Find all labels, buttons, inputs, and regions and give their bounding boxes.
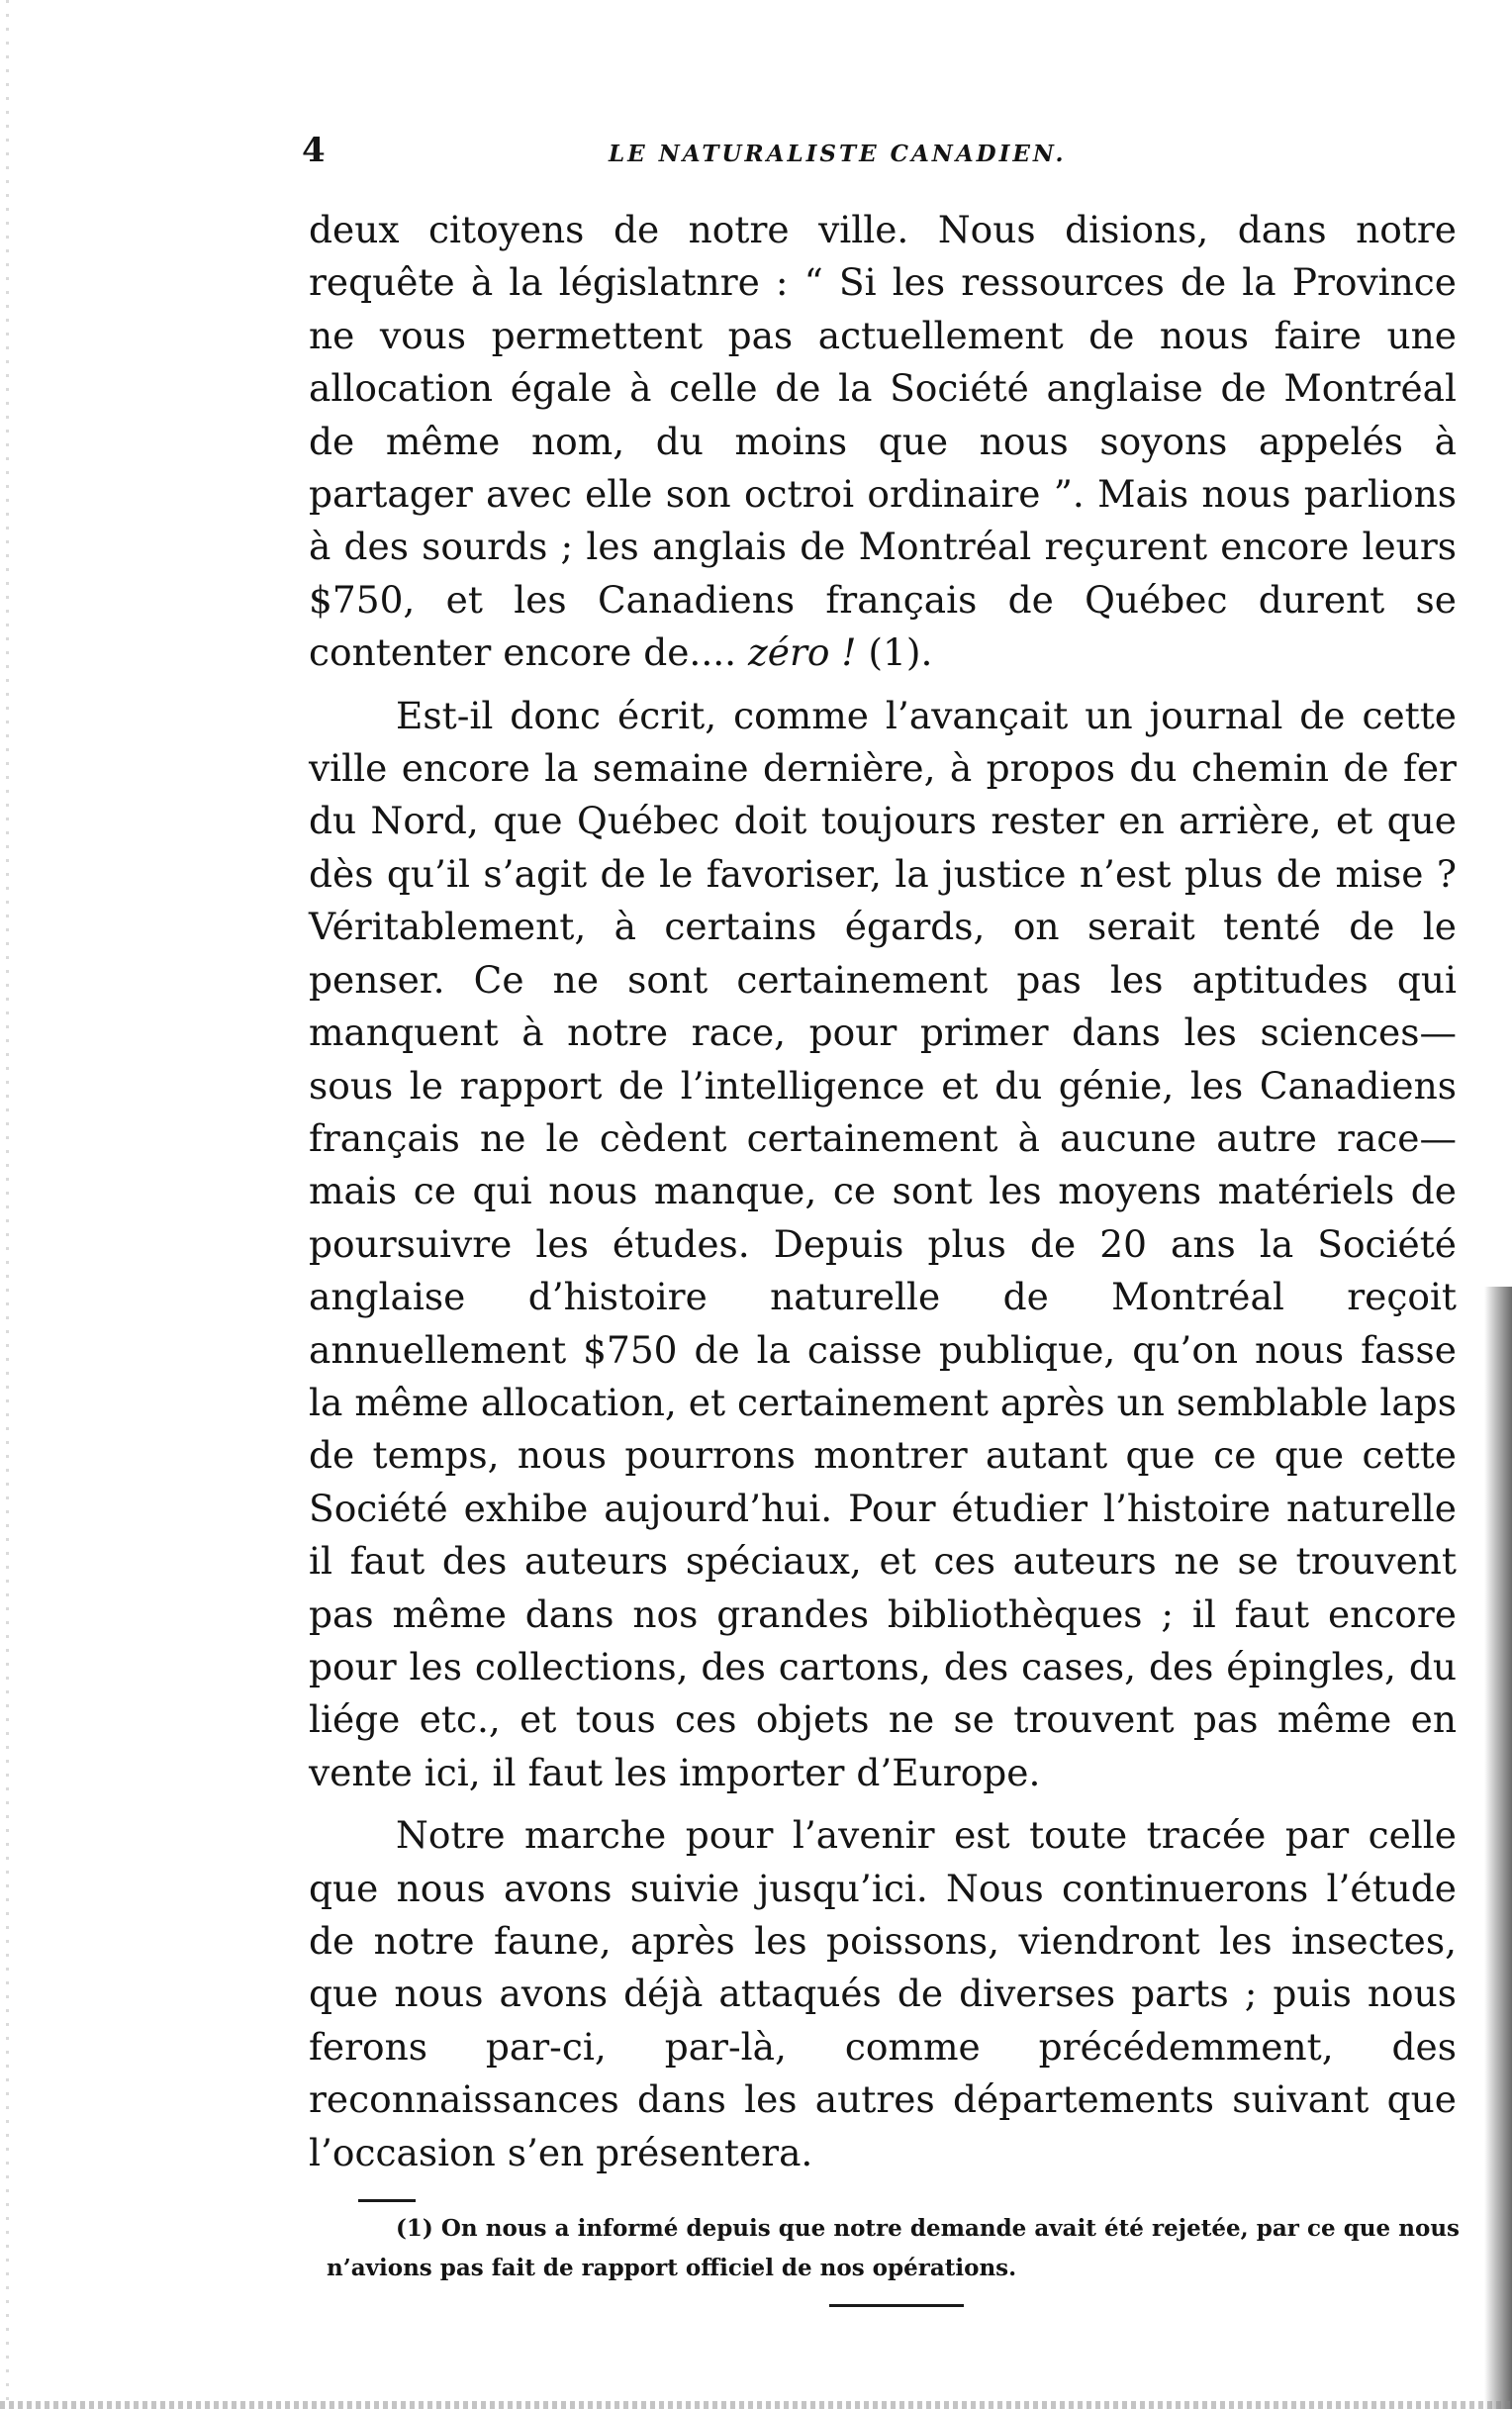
scan-edge-bottom (0, 2401, 1512, 2409)
page-end-rule (829, 2304, 964, 2307)
running-title: LE NATURALISTE CANADIEN. (609, 141, 1067, 167)
scan-edge-right (1484, 1287, 1512, 2409)
paragraph-3: Notre marche pour l’avenir est toute tracée par celle que nous avons suivie jusqu’ici. Nous continuerons l’étude de notre faune, après les poissons, viendront les insectes, que nous avons déjà attaqués de diverses parts ; puis nous ferons par-ci, par-là, comme précédemment, des reconnaissances dans les autres départements suivant que l’occasion s’en présentera. (309, 1813, 1457, 2174)
scan-edge-left (6, 0, 9, 2409)
footnote (327, 2209, 1460, 2288)
paragraph-1-footnote-ref: (1). (856, 630, 933, 675)
paragraph-1-italic: zéro ! (748, 630, 857, 675)
paragraph-1 (309, 204, 1457, 680)
footnote-separator (358, 2199, 416, 2202)
body-text (309, 204, 1457, 2179)
paragraph-1-text: deux citoyens de notre ville. Nous disions, dans notre requête à la législatnre : “ Si les ressources de la Province ne vous permettent pas actuellement de nous faire une allocation égale à celle de la Société anglaise de Montréal de même nom, du moins que nous soyons appelés à partager avec elle son octroi ordinaire ”. Mais nous parlions à des sourds ; les anglais de Montréal reçurent encore leurs $750, et les Canadiens français de Québec durent se contenter encore de.... (309, 208, 1457, 675)
page-header (302, 131, 1173, 180)
footnote-text: (1) On nous a informé depuis que notre demande avait été rejetée, par ce que nous n’avions pas fait de rapport officiel de nos opérations. (327, 2215, 1460, 2281)
page-number: 4 (302, 131, 326, 170)
paragraph-2: Est-il donc écrit, comme l’avançait un journal de cette ville encore la semaine dernière, à propos du chemin de fer du Nord, que Québec doit toujours rester en arrière, et que dès qu’il s’agit de le favoriser, la justice n’est plus de mise ? Véritablement, à certains égards, on serait tenté de le penser. Ce ne sont certainement pas les aptitudes qui manquent à notre race, pour primer dans les sciences— sous le rapport de l’intelligence et du génie, les Canadiens français ne le cèdent certainement à aucune autre race— mais ce qui nous manque, ce sont les moyens matériels de poursuivre les études. Depuis plus de 20 ans la Société anglaise d’histoire naturelle de Montréal reçoit annuellement $750 de la caisse publique, qu’on nous fasse la même allocation, et certainement après un semblable laps de temps, nous pourrons montrer autant que ce que cette Société exhibe aujourd’hui. Pour étudier l’histoire naturelle il faut des auteurs spéciaux, et ces auteurs ne se trouvent pas même dans nos grandes bibliothèques ; il faut encore pour les collections, des cartons, des cases, des épingles, du liége etc., et tous ces objets ne se trouvent pas même en vente ici, il faut les importer d’Europe. (309, 693, 1457, 1794)
